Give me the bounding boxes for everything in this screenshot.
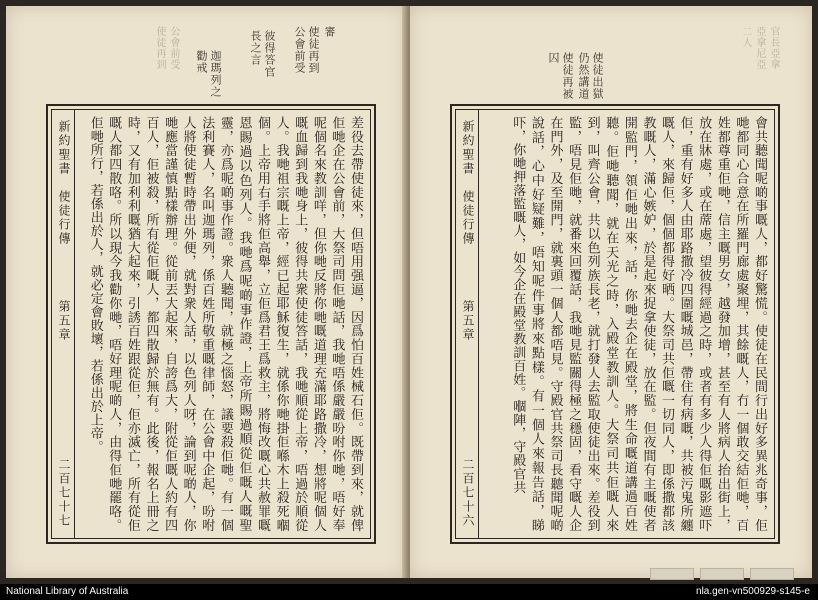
margin-note: 勸戒 [195,50,208,74]
running-header [456,110,479,538]
text-frame [450,104,780,544]
scan-ruler [650,568,694,580]
show-through-text: 二人 [740,26,751,48]
margin-note: 彼得答官 [263,30,276,78]
margin-note: 使徒出獄 [591,52,604,100]
running-title: 新約聖書 使徒行傳 [57,120,71,246]
margin-note: 迦瑪列之 [209,50,222,98]
text-frame [46,104,376,544]
chapter-label: 第五章 [461,300,475,342]
running-title: 新約聖書 使徒行傳 [461,120,475,246]
show-through-text: 使徒再到 [154,26,165,70]
margin-note: 仍然講道 [577,52,590,100]
item-reference: nla.gen-vn500929-s145-e [696,586,810,597]
show-through-text: 公會前受 [168,26,179,70]
body-text: 會共聽聞呢啲事嘅人，都好驚慌。使徒在民間行出好多異兆奇事，佢哋都同心合意在所羅門廊處聚埋，其餘嘅人，冇一個敢交結佢哋，百姓都尊重佢哋，信主嘅男女，越發加增，甚至有人將病人抬出街上，放在牀處，或在蓆處，望彼得經過之時，或者有多少人得佢嘅影遮吓佢，重有好多人由耶路撒冷四圍嘅城邑，帶住有病嘅，共被污鬼所纏嘅人，來歸佢，個個都得好晒。大祭司共佢嘅一切同人，即係撒都該教嘅人，滿心嫉妒，於是起來捉拿使徒，放在監。但夜間有主嘅使者開監門，領佢哋出來，話，你哋去企在殿堂，將生命嘅道講過百姓聽。佢哋聽聞，就在天光之時，入殿堂教訓人。大祭司共佢嘅人來到，叫齊公會，共以色列族長老，就打發人去監取使徒出來。差役到監，唔見佢哋，就番來回覆話，我哋見監關得極之穩固，看守嘅人企在門外，及至開門，就裏頭一個人都唔見。守殿官共祭司長聽聞呢啲說話，心中好疑難，唔知呢件事將來點樣。有一個人來報告話，睇吓，你哋押落監嘅人，如今企在殿堂教訓百姓。嗰陣，守殿官共 [510,116,767,532]
margin-note: 公會前受 [293,26,306,74]
margin-note: 審 [323,26,336,38]
chapter-label: 第五章 [57,300,71,342]
margin-note: 囚 [547,52,560,64]
body-text: 差役去帶使徒來，但唔用强逼，因爲怕百姓械石佢。既帶到來，就俾佢哋企在公會前，大祭司問佢哋話，我哋唔係嚴嚴吩咐你哋，唔好奉呢個名來教訓咩，但你哋反將你哋嘅道理充滿耶路撒冷，想將呢個人嘅血歸到我哋身上，彼得共衆使徒答話，我哋順從上帝，唔過於順從人。我哋祖宗嘅上帝，經已起耶穌復生，就係你哋掛佢喺木上殺死嗰個。上帝用右手將佢高舉，立佢爲君王爲救主，將悔改嘅心共赦罪嘅恩賜過以色列人。我哋爲呢啲事作證，上帝所賜過順從佢嘅人嘅聖靈，亦爲呢啲事作證。衆人聽聞，就極之惱怒，議要殺佢哋。有一個法利賽人，名叫迦瑪列，係百姓所敬重嘅律師，在公會中企起，吩咐人將使徒暫時帶出外便，就對衆人話，以色列人呀，論到呢啲人，你哋應當謹慎點樣辦理。從前丟大起來，自誇爲大，附從佢嘅人約有四百人，佢被殺，所有從佢嘅人，都四散歸於無有。此後，報名上冊之時，又有加利利嘅猶大起來，引誘百姓跟從佢，佢亦滅亡，所有從佢嘅人都四散咯。所以現今我勸你哋，唔好理呢啲人，由得佢哋罷咯。佢哋所行，若係出於人，就必定會敗壞，若係出於上帝。 [87,116,363,532]
margin-note: 長之言 [249,30,262,66]
running-header [52,110,75,538]
show-through-text: 官長亞拿 [768,26,779,70]
margin-note: 使徒再到 [307,26,320,74]
page-number: 二百七十六 [461,458,475,528]
scan-ruler [700,568,744,580]
left-page [6,6,406,578]
footer-bar [0,584,818,600]
show-through-text: 亞拿尼亞 [754,26,765,70]
page-number: 二百七十七 [57,458,71,528]
scan-ruler [750,568,794,580]
margin-note: 使徒再被 [561,52,574,100]
right-page [410,6,812,578]
library-credit: National Library of Australia [6,586,129,597]
